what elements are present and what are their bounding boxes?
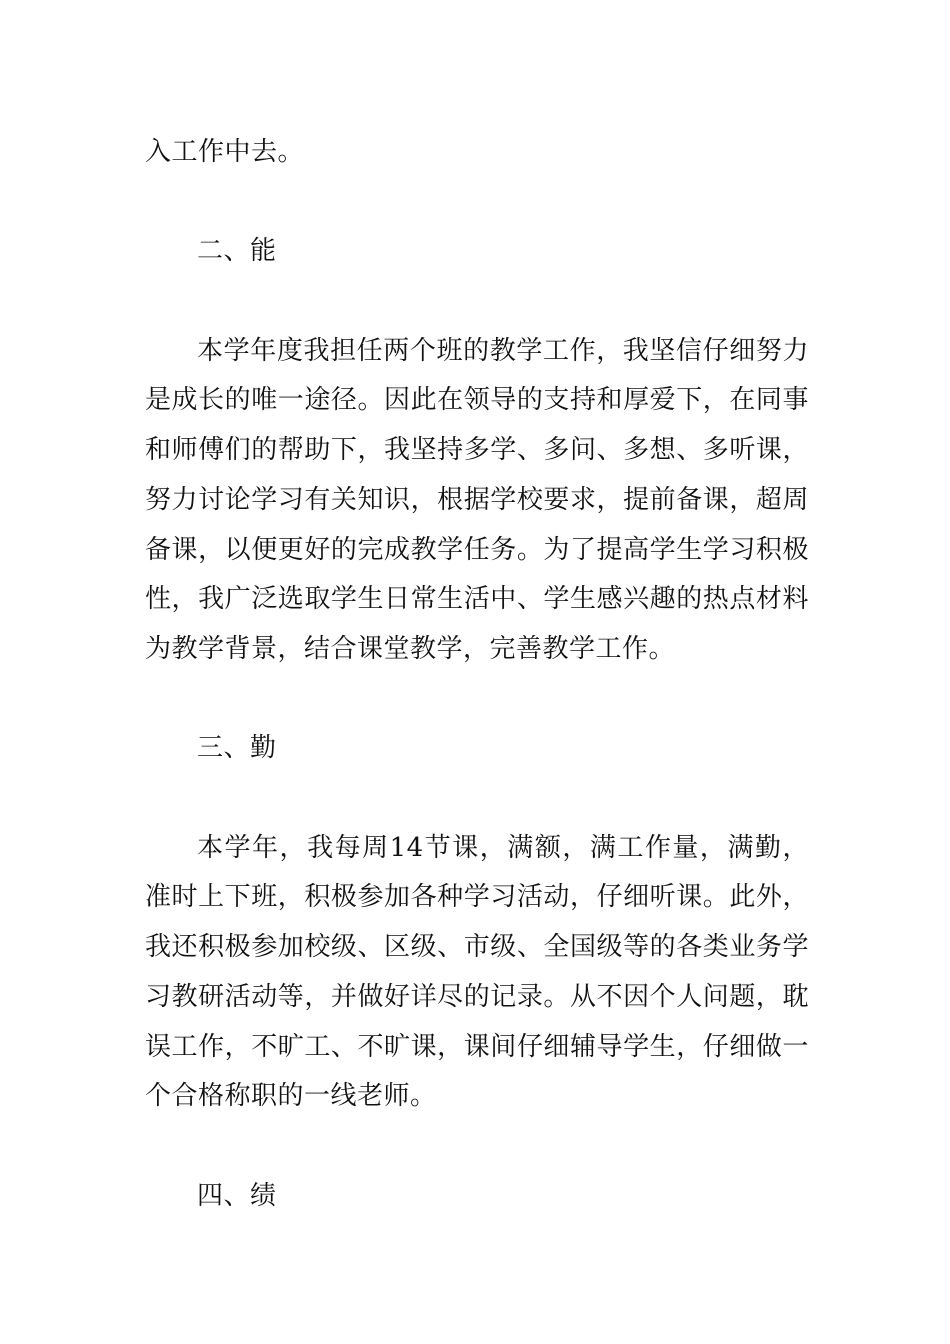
paragraph-gap: [145, 1122, 809, 1172]
paragraph-gap: [145, 774, 809, 824]
paragraph-gap: [145, 178, 809, 228]
section-heading-neng: 二、能: [197, 236, 277, 267]
section-heading-qin: 三、勤: [197, 733, 277, 764]
paragraph-gap: [145, 675, 809, 725]
section-heading-ji: 四、绩: [197, 1180, 277, 1211]
body-paragraph-neng: 本学年度我担任两个班的教学工作，我坚信仔细努力是成长的唯一途径。因此在领导的支持和厚爱下，在同事和师傅们的帮助下，我坚持多学、多问、多想、多听课，努力讨论学习有关知识，根据学校要求，提前备课，超周备课，以便更好的完成教学任务。为了提高学生学习积极性，我广泛选取学生日常生活中、学生感兴趣的热点材料为教学背景，结合课堂教学，完善教学工作。: [145, 335, 809, 664]
body-paragraph-qin: 本学年，我每周14节课，满额，满工作量，满勤，准时上下班，积极参加各种学习活动，仔细听课。此外，我还积极参加校级、区级、市级、全国级等的各类业务学习教研活动等，并做好详尽的记录。从不因个人问题，耽误工作，不旷工、不旷课，课间仔细辅导学生，仔细做一个合格称职的一线老师。: [145, 832, 809, 1112]
continuation-paragraph: 入工作中去。: [145, 137, 305, 167]
paragraph-gap: [145, 277, 809, 327]
document-body: [145, 128, 809, 1221]
